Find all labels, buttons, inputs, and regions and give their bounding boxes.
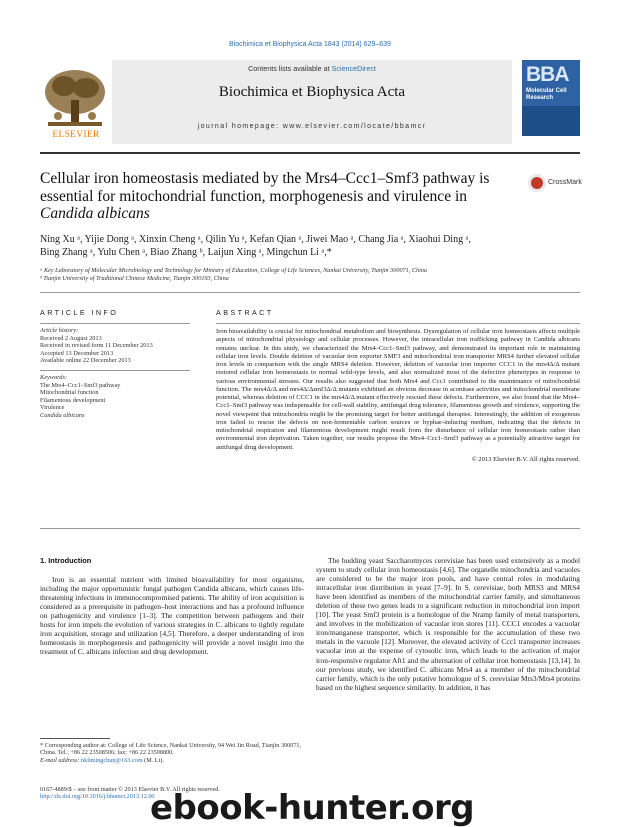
- elsevier-wordmark: ELSEVIER: [52, 130, 100, 140]
- keywords-label: Keywords:: [40, 373, 68, 381]
- footnote-rule: [40, 738, 110, 739]
- title-line: essential for mitochondrial function, morphogenesis and virulence in: [40, 187, 467, 205]
- abstract-column: [216, 308, 580, 463]
- abstract-end-rule: [40, 528, 580, 529]
- affiliation-a: ᵃ Key Laboratory of Molecular Microbiology and Technology for Ministry of Education, College of Life Sciences, Nankai University, Tianjin 300071, China: [40, 267, 427, 274]
- email-line: [40, 757, 304, 764]
- article-info-column: [40, 308, 190, 420]
- history-item: Received 2 August 2013: [40, 334, 102, 342]
- keyword: The Mrs4–Ccc1–Smf3 pathway: [40, 381, 121, 389]
- journal-masthead: [40, 60, 580, 150]
- authors-line[interactable]: Bing Zhang ᵃ, Yulu Chen ᵃ, Biao Zhang ᵇ, Laijun Xing ᵃ, Mingchun Li ᵃ,*: [40, 247, 332, 258]
- contents-prefix: Contents lists available at: [248, 64, 330, 73]
- keyword: Virulence: [40, 404, 65, 412]
- author-list: [40, 233, 580, 259]
- body-column-right: [316, 556, 580, 692]
- crossmark-label: CrossMark: [548, 179, 582, 186]
- history-item: Available online 22 December 2013: [40, 357, 131, 365]
- article-title: [40, 170, 510, 223]
- elsevier-logo[interactable]: [40, 66, 110, 140]
- body-column-left: [40, 556, 304, 656]
- issn-line: 0167-4889/$ – see front matter © 2013 Elsevier B.V. All rights reserved.: [40, 786, 220, 793]
- keyword: Filamentous development: [40, 396, 106, 404]
- affiliation-rule: [40, 292, 580, 293]
- history-item: Received in revised form 11 December 2013: [40, 342, 153, 350]
- affiliations: [40, 267, 580, 283]
- running-head[interactable]: Biochimica et Biophysica Acta 1843 (2014) 629–639: [229, 41, 391, 48]
- watermark: ebook-hunter.org: [150, 788, 475, 827]
- intro-paragraph: Iron is an essential nutrient with limited bioavailability for most organisms, including the major opportunistic fungal pathogen Candida albicans, which causes life-threatening infections in immunocompromised patients. The ability of iron acquisition is considered as a prerequisite in pathogen–host interactions and has a profound influence on pathogenicity and virulence [1–3]. The competition between pathogens and their hosts for iron impels the evolution of various strategies in C. albicans to tightly regulate iron acquisition, storage and utilization [4,5]. Therefore, a deeper understanding of iron homeostasis in morphogenesis and pathogenicity will provide a novel insight into the treatment of C. albicans infection and drug development.: [40, 575, 304, 657]
- journal-homepage[interactable]: journal homepage: www.elsevier.com/locate/bbamcr: [197, 123, 427, 130]
- cover-title: BBA: [526, 63, 569, 86]
- crossmark-icon: [528, 174, 546, 192]
- masthead-rule: [40, 152, 580, 154]
- intro-paragraph: The budding yeast Saccharomyces cerevisiae has been used extensively as a model system to study cellular iron homeostasis [4,6]. The organelle mitochondria and vacuoles are considered to be the major iron pools, and have central roles in modulating intracellular iron distribution in yeast [7–9]. In S. cerevisiae, both MRS3 and MRS4 have been identified as members of the mitochondrial carrier family, and simultaneous deletion of these two genes leads to a significant reduction in mitochondrial iron import [10]. The yeast Smf3 protein is a homologue of the Nramp family of metal transporters, and involves in the mobilization of vacuolar iron stores [11]. CCC1 encodes a vacuolar iron/manganese transporter, which is responsible for the accumulation of these two metals in the vacuole [12]. Moreover, the elevated activity of Ccc1 transporter increases vacuolar iron at the expense of cytosolic iron, which leads to the activation of major iron-responsive regulator Aft1 and the alternation of cellular iron homeostasis [13,14]. In our previous study, we identified C. albicans Mrs4 as a member of the mitochondrial carrier family, which is the only putative homologue of S. cerevisiae Mrs3/Mrs4 proteins based on the highest sequence similarity. In addition, it has: [316, 556, 580, 692]
- keyword: Mitochondrial function: [40, 389, 99, 397]
- copyright-line: © 2013 Elsevier B.V. All rights reserved.: [471, 455, 580, 463]
- cover-strip: [522, 106, 580, 136]
- journal-title: Biochimica et Biophysica Acta: [218, 84, 406, 100]
- sciencedirect-link[interactable]: ScienceDirect: [331, 64, 376, 73]
- doi-link[interactable]: http://dx.doi.org/10.1016/j.bbamcr.2013.12.00: [40, 793, 155, 801]
- title-line: Cellular iron homeostasis mediated by the Mrs4–Ccc1–Smf3 pathway is: [40, 170, 490, 187]
- corresponding-author: * Corresponding author at: College of Life Science, Nankai University, 94 Wei Jin Road, Tianjin 300071, China. Tel.: +86 22 23508506; fax: +86 22 23508800.: [40, 742, 302, 757]
- info-rule: [40, 323, 190, 324]
- cover-subtitle: Molecular Cell Research: [526, 88, 567, 101]
- abstract-rule: [216, 323, 580, 324]
- email-suffix: (M. Li).: [144, 756, 164, 764]
- email-label: E-mail address:: [40, 756, 80, 764]
- article-info-heading: ARTICLE INFO: [40, 308, 119, 317]
- affiliation-b: ᵇ Tianjin University of Traditional Chinese Medicine, Tianjin 300193, China: [40, 275, 229, 282]
- abstract-text: Iron bioavailability is crucial for mitochondrial metabolism and biosynthesis. Dysregulation of cellular iron homeostasis affects multiple aspects of mitochondrial physiology and cellular processes. However, the intracellular iron trafficking pathway in Candida albicans remains unclear. In this study, we characterized the Mrs4–Ccc1–Smf3 pathway, and demonstrated its important role in maintaining cellular iron levels. Double deletion of vacuolar iron exporter SMF3 and mitochondrial iron transporter MRS4 further elevated cellular iron levels in comparison with the single MRS4 deletion. However, deletion of vacuolar iron importer CCC1 in the mrs4Δ/Δ mutant restored cellular iron homeostasis to normal wild-type levels, and also normalized most of the defective phenotypes in response to various environmental stresses. Our results also suggested that both Mrs4 and Ccc1 contributed to the maintenance of mitochondrial function. The mrs4Δ/Δ and mrs4Δ/Δsmf3Δ/Δ mutants exhibited an obvious decrease in aconitase activities and mitochondrial membrane potential, whereas deletion of CCC1 in the mrs4Δ/Δ mutant effectively rescued these defects. Furthermore, we also found that the Mrs4–Ccc1–Smf3 pathway was indispensable for cell-wall stability, antifungal drug tolerance, filamentous growth and virulence, supporting the novel viewpoint that mitochondria might be the promising target for better antifungal therapies. Interestingly, the addition of exogenous iron failed to rescue the defects on non-fermentable carbon sources or hyphae-inducing medium, indicating that the defects in mitochondrial respiration and filamentous development might result from the disturbance of cellular iron homeostasis rather than environmental iron deprivation. Taken together, our results propose the Mrs4–Ccc1–Smf3 pathway as a potentially attractive target for antifungal drug development.: [216, 328, 580, 451]
- contents-line: [112, 64, 512, 73]
- email-link[interactable]: nklimingchun@163.com: [81, 756, 143, 764]
- info-rule: [40, 370, 190, 371]
- elsevier-tree-icon: [40, 66, 110, 130]
- keyword: Candida albicans: [40, 411, 85, 419]
- footnote: [40, 742, 304, 764]
- history-item: Accepted 13 December 2013: [40, 349, 114, 357]
- title-line: Candida albicans: [40, 205, 150, 222]
- history-label: Article history:: [40, 327, 79, 334]
- authors-line[interactable]: Ning Xu ᵃ, Yijie Dong ᵃ, Xinxin Cheng ᵃ, Qilin Yu ᵃ, Kefan Qian ᵃ, Jiwei Mao ᵃ, Chang Jia ᵃ, Xiaohui Ding ᵃ,: [40, 234, 471, 245]
- section-heading: 1. Introduction: [40, 556, 92, 565]
- abstract-heading: ABSTRACT: [216, 308, 274, 317]
- journal-cover[interactable]: [522, 60, 580, 136]
